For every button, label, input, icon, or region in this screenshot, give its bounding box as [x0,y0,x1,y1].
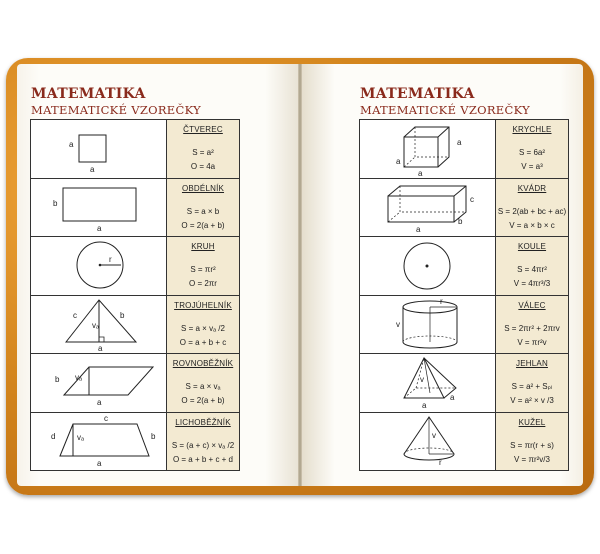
shape-name: KRUH [191,242,215,251]
figure-label: b [55,375,60,384]
perimeter-formula: O = 2(a + b) [181,396,225,405]
shape-name: VÁLEC [518,300,546,310]
surface-formula: S = a² + Sₚₗ [511,382,553,391]
figure-label: b [53,198,58,208]
figure-label: r [440,296,443,306]
pyramid-figure [360,354,496,412]
formula-row-square [31,120,239,179]
figure-label: a [396,157,401,166]
right-page-subtitle: MATEMATICKÉ VZOREČKY [360,103,531,117]
figure-label: v [396,319,400,329]
book-spine [298,64,302,486]
formula-row-trapezoid [31,413,239,471]
figure-label: b [120,310,125,320]
formula-row-triangle [31,296,239,355]
formula-row-circle [31,237,239,296]
cone-figure [360,413,496,471]
shape-name: ČTVEREC [183,125,223,134]
shape-name: KUŽEL [518,417,546,427]
perimeter-formula: O = a + b + c + d [172,454,234,464]
sphere-figure [360,237,496,295]
figure-label: a [457,138,462,147]
formula-row-cube [360,120,568,179]
shape-name: KOULE [517,242,547,251]
formula-row-parallelogram [31,354,239,413]
shape-name: LICHOBĚŽNÍK [175,417,231,427]
shape-name: KRYCHLE [512,125,552,134]
figure-label: r [109,255,112,264]
figure-label: a [90,165,95,174]
figure-label: c [470,194,474,204]
figure-label: a [418,169,423,177]
formula-row-pyramid [360,354,568,413]
triangle-figure [31,296,167,354]
figure-label: vₐ [75,373,82,382]
formula-row-sphere [360,237,568,296]
perimeter-formula: O = 4a [190,162,216,171]
area-formula: S = a × vₐ [185,382,221,391]
figure-label: vₐ [77,432,84,442]
figure-label: a [97,223,102,233]
figure-label: c [104,413,108,423]
formula-row-cone [360,413,568,471]
volume-formula: V = a³ [521,162,543,171]
perimeter-formula: O = 2(a + b) [181,220,225,230]
surface-formula: S = πr(r + s) [510,440,554,450]
shape-name: KVÁDR [517,183,547,193]
square-figure [31,120,167,178]
shape-name: ROVNOBĚŽNÍK [172,359,234,368]
figure-label: a [422,401,427,410]
figure-label: b [458,216,463,226]
area-formula: S = (a + c) × vₐ /2 [171,440,235,450]
figure-label: vₐ [92,320,99,330]
surface-formula: S = 2(ab + bc + ac) [497,206,567,216]
surface-formula: S = 6a² [518,148,545,157]
volume-formula: V = a² × v /3 [510,396,554,405]
trapezoid-figure [31,413,167,471]
right-formula-table [359,119,569,471]
right-page-title: MATEMATIKA [360,86,475,102]
surface-formula: S = 2πr² + 2πrv [504,323,560,333]
figure-label: a [97,458,102,468]
shape-name: TROJÚHELNÍK [174,300,232,310]
formula-row-cuboid [360,179,568,238]
formula-row-rectangle [31,179,239,238]
figure-label: v [432,430,436,440]
perimeter-formula: O = a + b + c [179,337,227,347]
figure-label: a [416,224,421,234]
area-formula: S = a × b [186,206,220,216]
figure-label: a [450,393,455,402]
perimeter-formula: O = 2πr [189,279,217,288]
figure-label: a [69,140,74,149]
left-formula-table [30,119,240,471]
shape-name: OBDÉLNÍK [181,183,225,193]
volume-formula: V = πr²v/3 [514,454,550,464]
left-page-subtitle: MATEMATICKÉ VZOREČKY [31,103,202,117]
cylinder-figure [360,296,496,354]
cuboid-figure [360,179,496,237]
figure-label: a [97,398,102,407]
parallelogram-figure [31,354,167,412]
figure-label: d [51,431,56,441]
figure-label: c [73,310,77,320]
left-page-title: MATEMATIKA [31,86,146,102]
figure-label: v [420,375,424,384]
figure-label: r [439,457,442,467]
figure-label: b [151,431,156,441]
circle-figure [31,237,167,295]
rectangle-figure [31,179,167,237]
area-formula: S = πr² [190,265,216,274]
volume-formula: V = πr²v [517,337,547,347]
volume-formula: V = a × b × c [509,220,555,230]
cube-figure [360,120,496,178]
volume-formula: V = 4πr³/3 [513,279,551,288]
figure-label: a [98,343,103,353]
area-formula: S = a × vₐ /2 [181,323,225,333]
surface-formula: S = 4πr² [517,265,547,274]
formula-row-cylinder [360,296,568,355]
area-formula: S = a² [192,148,214,157]
shape-name: JEHLAN [516,359,548,368]
